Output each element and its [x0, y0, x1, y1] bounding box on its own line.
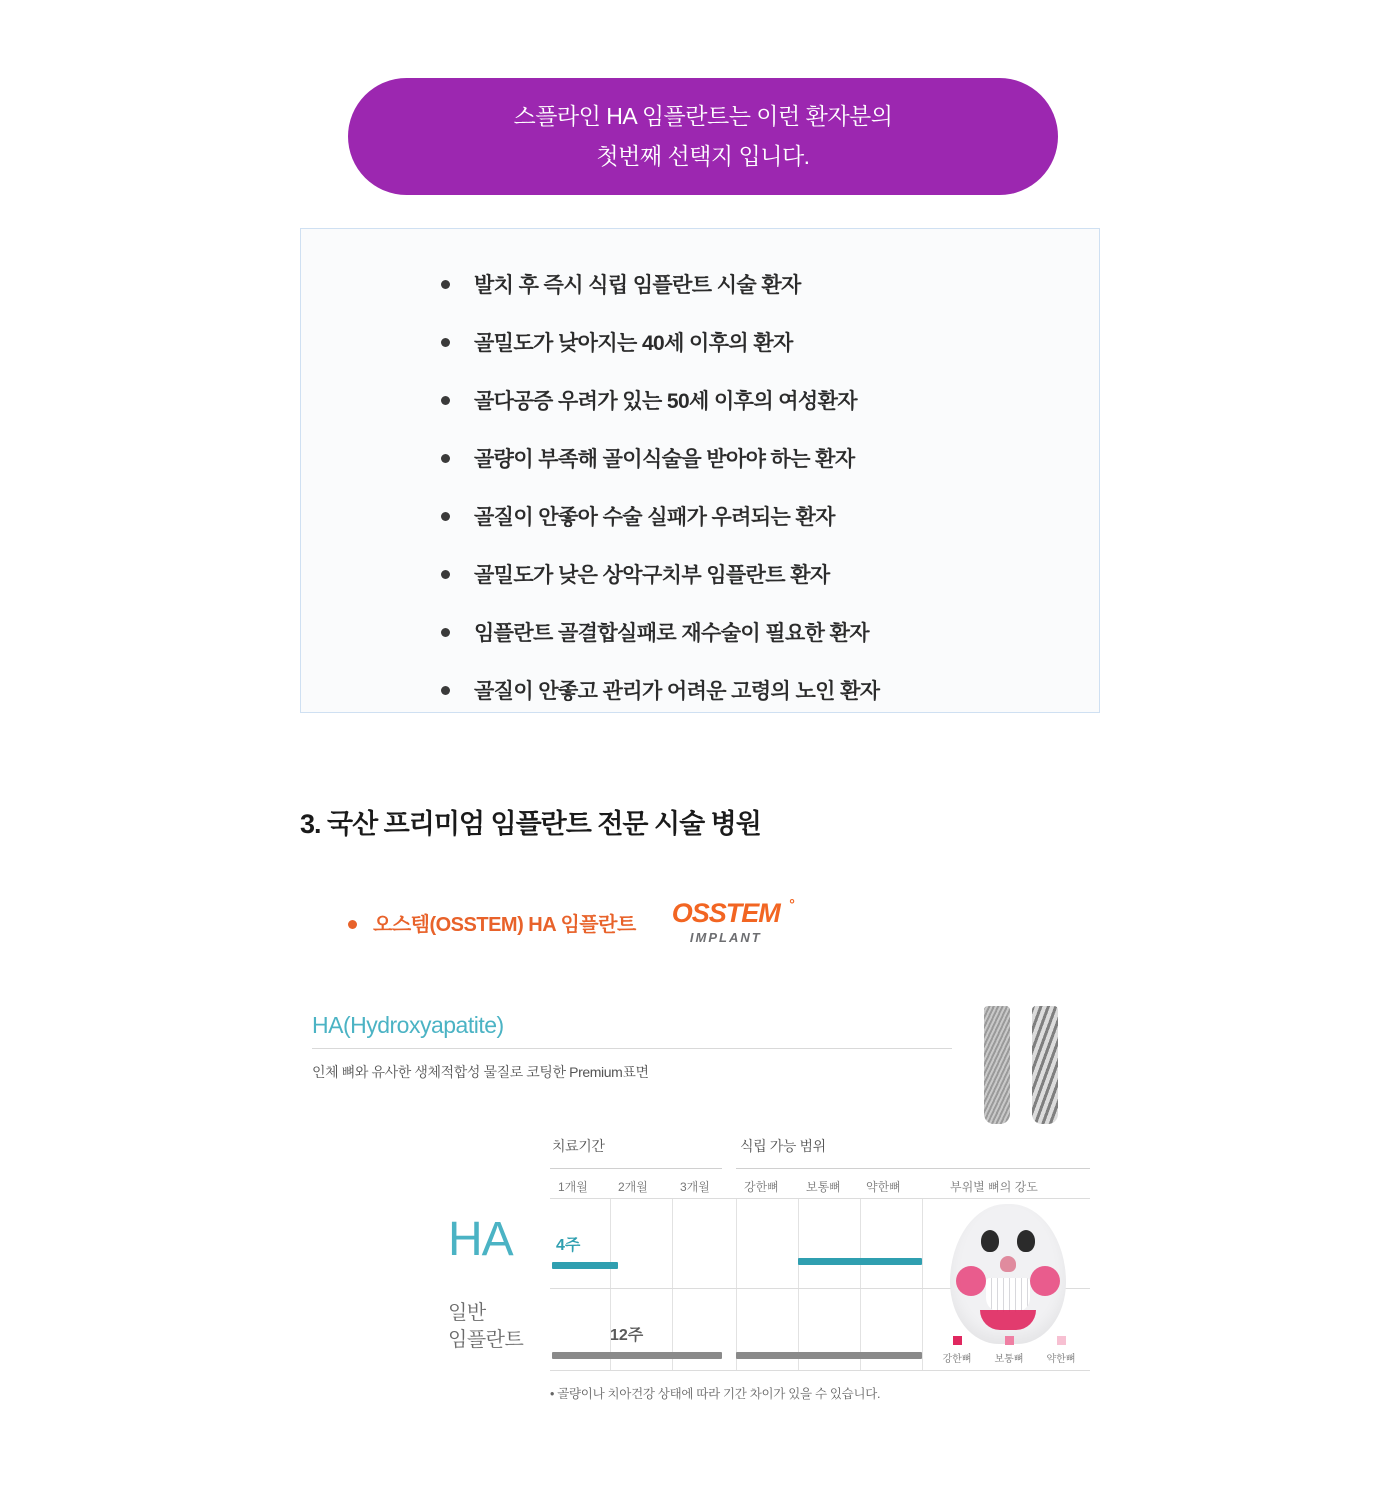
row-divider [550, 1198, 1090, 1199]
tick-bone-normal: 보통뼈 [806, 1180, 841, 1194]
legend-swatch-normal-icon [1005, 1336, 1014, 1345]
tick-bone-weak: 약한뼈 [866, 1180, 901, 1194]
row-label-general-line1: 일반 [448, 1302, 486, 1324]
row-divider [550, 1370, 1090, 1371]
ha-infographic [300, 1000, 1100, 1420]
list-item [301, 371, 1099, 429]
list-item [301, 429, 1099, 487]
list-item [301, 313, 1099, 371]
list-item [301, 255, 1099, 313]
tick-month-1: 1개월 [558, 1180, 588, 1194]
legend-label-weak: 약한뼈 [1046, 1354, 1076, 1365]
bar-ha-placement-range [798, 1258, 922, 1265]
section-heading: 3. 국산 프리미엄 임플란트 전문 시술 병원 [300, 809, 761, 839]
bullet-icon [348, 920, 357, 929]
gridline [922, 1198, 923, 1370]
bullet-icon [441, 338, 450, 347]
cheek-zone-left [956, 1266, 986, 1296]
bullet-icon [441, 512, 450, 521]
infographic-footnote: • 골량이나 치아건강 상태에 따라 기간 차이가 있을 수 있습니다. [550, 1387, 881, 1401]
treatment-header-divider [550, 1168, 722, 1169]
bar-general-placement-range [736, 1352, 922, 1359]
legend-item [934, 1336, 980, 1365]
legend-label-normal: 보통뼈 [994, 1354, 1024, 1365]
legend-label-strong: 강한뼈 [942, 1354, 972, 1365]
osstem-logo-subtitle: IMPLANT [689, 930, 762, 945]
bar-general-treatment-duration [552, 1352, 722, 1359]
ha-duration-label: 4주 [556, 1237, 581, 1254]
eye-socket-left-icon [981, 1230, 999, 1252]
skull-diagram [926, 1200, 1092, 1370]
banner-line-1: 스플라인 HA 임플란트는 이런 환자분의 [513, 103, 893, 130]
list-item [301, 545, 1099, 603]
gridline [798, 1198, 799, 1370]
osstem-logo-text: OSSTEM [671, 898, 780, 928]
brand-row [348, 896, 794, 945]
patient-criteria-list [301, 255, 1099, 719]
bullet-icon [441, 628, 450, 637]
title-divider [312, 1048, 952, 1049]
patient-criteria-box [300, 228, 1100, 713]
gridline [672, 1198, 673, 1370]
list-item [301, 603, 1099, 661]
legend-swatch-strong-icon [953, 1336, 962, 1345]
bar-ha-treatment-duration [552, 1262, 618, 1269]
jaw-zone [980, 1310, 1036, 1330]
nasal-cavity-icon [1000, 1256, 1016, 1272]
column-header-range: 식립 가능 범위 [740, 1138, 826, 1154]
row-label-general [448, 1300, 523, 1354]
bullet-icon [441, 570, 450, 579]
legend-item [1038, 1336, 1084, 1365]
list-item-label: 발치 후 즉시 식립 임플란트 시술 환자 [474, 274, 801, 297]
highlight-banner [348, 78, 1058, 195]
degree-icon: ° [789, 896, 794, 912]
list-item-label: 골밀도가 낮은 상악구치부 임플란트 환자 [474, 564, 830, 587]
list-item-label: 골질이 안좋고 관리가 어려운 고령의 노인 환자 [474, 680, 880, 703]
bullet-icon [441, 396, 450, 405]
list-item-label: 골질이 안좋아 수술 실패가 우려되는 환자 [474, 506, 835, 529]
infographic-title: HA(Hydroxyapatite) [312, 1012, 504, 1038]
bullet-icon [441, 454, 450, 463]
gridline [860, 1198, 861, 1370]
bone-strength-legend [934, 1336, 1084, 1365]
tick-bone-strength-by-site: 부위별 뼈의 강도 [950, 1180, 1038, 1194]
cheek-zone-right [1030, 1266, 1060, 1296]
osstem-logo [671, 896, 794, 945]
gridline [736, 1198, 737, 1370]
banner-line-2: 첫번째 선택지 입니다. [596, 142, 810, 169]
eye-socket-right-icon [1017, 1230, 1035, 1252]
row-label-general-line2: 임플란트 [448, 1329, 524, 1351]
legend-swatch-weak-icon [1057, 1336, 1066, 1345]
list-item-label: 임플란트 골결합실패로 재수술이 필요한 환자 [474, 622, 869, 645]
list-item [301, 487, 1099, 545]
row-label-ha: HA [448, 1213, 513, 1266]
brand-label: 오스템(OSSTEM) HA 임플란트 [373, 913, 636, 936]
infographic-subtitle: 인체 뼈와 유사한 생체적합성 물질로 코팅한 Premium표면 [312, 1064, 649, 1080]
range-header-divider [736, 1168, 1090, 1169]
column-header-treatment: 치료기간 [552, 1138, 605, 1154]
general-duration-label: 12주 [610, 1327, 644, 1344]
legend-item [986, 1336, 1032, 1365]
list-item-label: 골량이 부족해 골이식술을 받아야 하는 환자 [474, 448, 855, 471]
tick-month-3: 3개월 [680, 1180, 710, 1194]
implant-fixture-standard-icon [1032, 1006, 1058, 1124]
list-item [301, 661, 1099, 719]
tick-month-2: 2개월 [618, 1180, 648, 1194]
implant-photos [976, 1006, 1086, 1126]
bullet-icon [441, 280, 450, 289]
bullet-icon [441, 686, 450, 695]
list-item-label: 골밀도가 낮아지는 40세 이후의 환자 [474, 332, 793, 355]
implant-fixture-ha-icon [984, 1006, 1010, 1124]
list-item-label: 골다공증 우려가 있는 50세 이후의 여성환자 [474, 390, 857, 413]
skull-icon [950, 1204, 1066, 1344]
teeth-icon [986, 1278, 1030, 1312]
tick-bone-strong: 강한뼈 [744, 1180, 779, 1194]
osstem-logo-word [671, 896, 794, 928]
